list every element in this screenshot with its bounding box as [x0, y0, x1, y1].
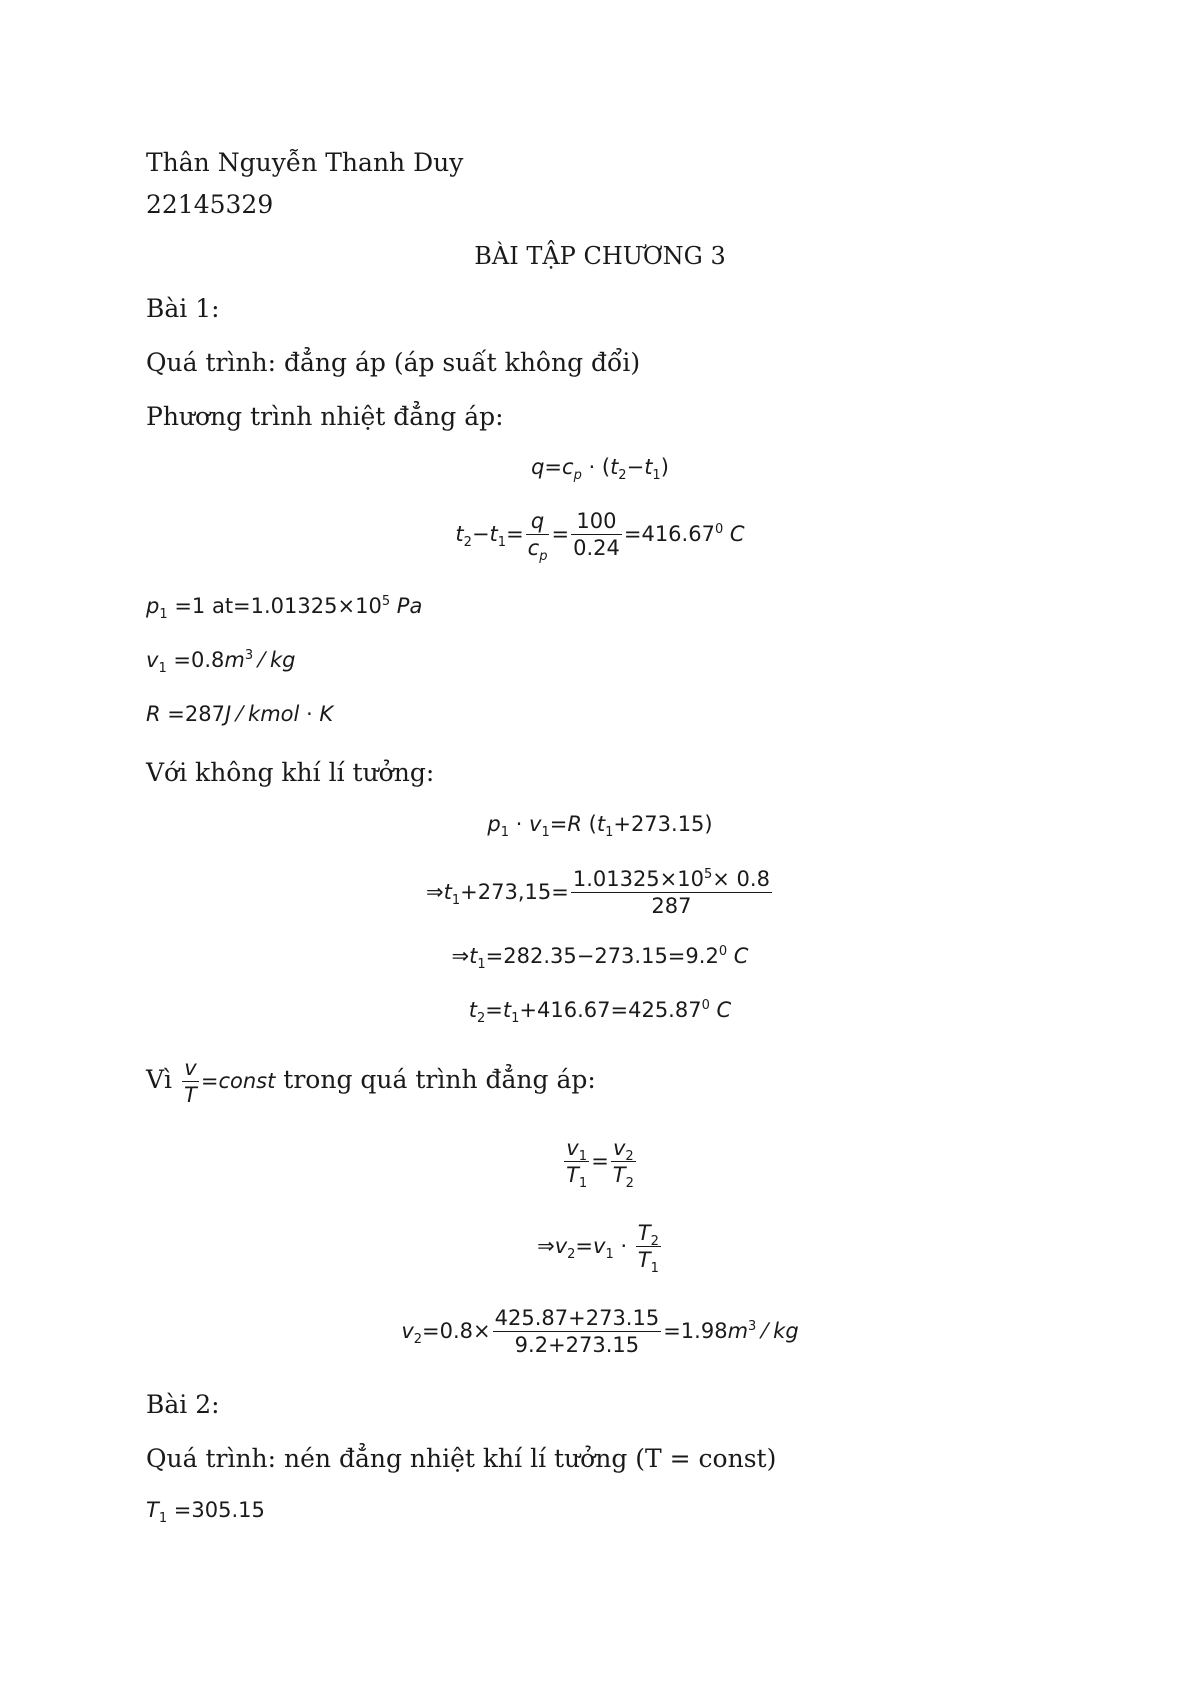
eq-result-41667: =416.67: [623, 521, 715, 546]
eq-r: R =287J ⁄ kmol ⋅ K: [146, 702, 334, 726]
eq-ideal-gas-law: $p_1 \cdot v_1=R$ $(t_1+273.15)$: [487, 812, 713, 841]
eq-v2-num: 425.87+273.15: [493, 1305, 662, 1332]
eq-heat-isobaric: $q=c_p \cdot (t_2-t_1)$: [531, 455, 669, 484]
frac-num-100: 100: [571, 508, 622, 535]
eq-v2-result-value: =1.98: [663, 1318, 728, 1343]
bai1-equation-intro: Phương trình nhiệt đẳng áp:: [146, 402, 504, 431]
bai1-ideal-gas: Với không khí lí tưởng:: [146, 758, 435, 787]
eq-t1-num2: × 0.8: [712, 867, 770, 891]
eq-v-over-t: $\frac{v_1}{T_1}$ = $\frac{v_2}{T_2}$: [566, 1136, 634, 1192]
eq-r-value: =287: [167, 702, 225, 726]
vi-suffix: trong quá trình đẳng áp:: [283, 1064, 596, 1094]
eq-p1-value: =1 at=1.01325×10: [174, 594, 382, 618]
eq-v2-den: 9.2+273.15: [514, 1333, 640, 1358]
eq-v1: $v_1 =0.8m^3$ ⁄ kg: [146, 648, 296, 677]
eq-t1-num: 1.01325×10: [572, 867, 704, 891]
frac-den-024: 0.24: [573, 536, 620, 561]
bai1-process: Quá trình: đẳng áp (áp suất không đổi): [146, 348, 641, 377]
author-name: Thân Nguyễn Thanh Duy: [146, 148, 464, 177]
bai2-heading: Bài 2:: [146, 1390, 220, 1419]
eq-t2-result: $t_2=t_1+416.67=425.87^0$ C: [468, 998, 732, 1027]
eq-t1-lhs: +273,15=: [460, 879, 569, 904]
bai1-vi-line: Vì $\frac{v}{T}$ =const trong quá trình đẳng áp:: [146, 1056, 596, 1108]
eq-bai2-t1: $T_1 =305.15$: [146, 1498, 265, 1527]
eq-t1-result-value: =282.35−273.15=9.2: [485, 944, 719, 968]
eq-p1: $p_1 =1$ $at=1.01325\times 10^5$ Pa: [146, 594, 423, 623]
eq-v1-value: =0.8: [173, 648, 225, 672]
eq-t1-solve: $\Rightarrow t_1+273,15=$ $\frac{1.01325\times 10^5\times 0.8}{287}$: [426, 867, 770, 919]
eq-t2-result-value: +416.67=425.87: [519, 998, 702, 1022]
eq-v2-result: $v_2=0.8\times$ $\frac{425.87+273.15}{9.2+273.15}$ $=1.98m^3$ ⁄ kg: [401, 1306, 799, 1358]
vi-prefix: Vì: [146, 1064, 173, 1094]
eq-t1-den: 287: [651, 894, 692, 919]
eq-t1-result: $\Rightarrow t_1=282.35-273.15=9.2^0$ C: [451, 944, 749, 973]
eq-temperature-difference: $t_2-t_1=$ $\frac{q}{c_p}$ = $\frac{100}{0.24}$ $=416.67^0$ C: [455, 509, 745, 565]
eq-p1-unit: Pa: [396, 594, 423, 618]
bai1-heading: Bài 1:: [146, 294, 220, 323]
eq-bai2-t1-value: =305.15: [173, 1498, 265, 1522]
bai2-process: Quá trình: nén đẳng nhiệt khí lí tưởng (T = const): [146, 1444, 777, 1473]
eq-v2-formula: $\Rightarrow v_2=v_1$ ⋅ $\frac{T_2}{T_1}$: [537, 1221, 659, 1277]
page-title: BÀI TẬP CHƯƠNG 3: [474, 242, 726, 270]
student-id: 22145329: [146, 190, 274, 219]
eq-v2-factor: =0.8×: [422, 1318, 491, 1343]
